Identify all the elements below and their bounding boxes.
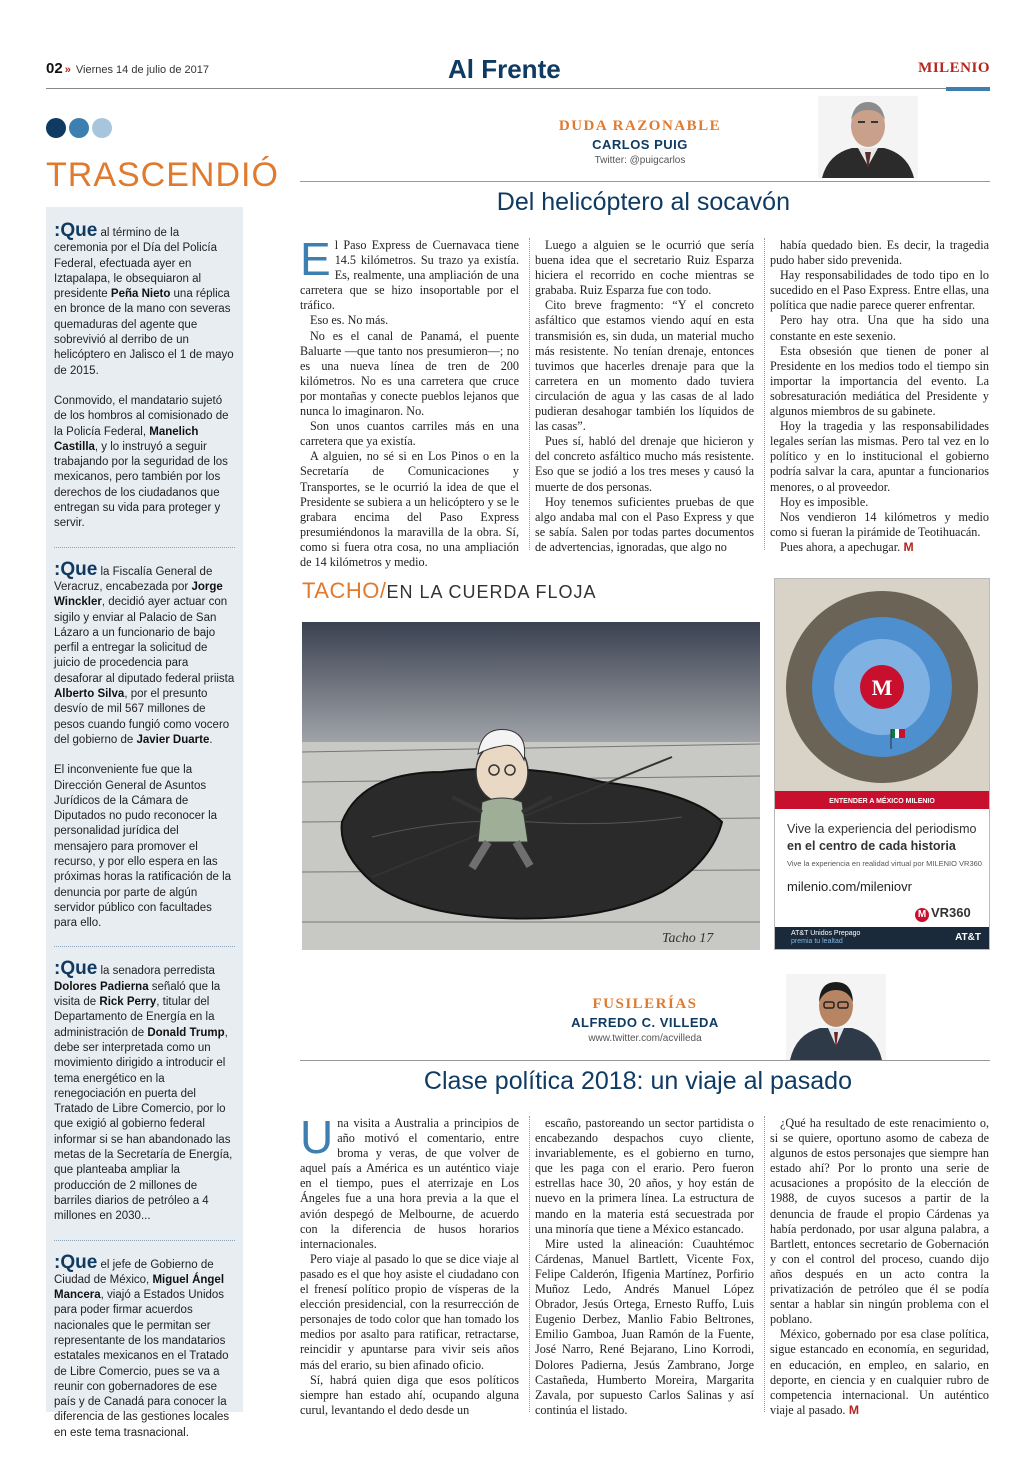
item-divider	[54, 946, 235, 947]
paragraph: Una visita a Australia a principios de año motivó el comentario, entre broma y veras, de que volver de aquel país a América es un auténtico viaje en el tiempo, pues el aterrizaje en Los Ángeles fue a una hora previa a la que el avión despegó de Melbourne, de acuerdo con la diferencia de husos horarios internacionales.	[300, 1116, 519, 1251]
que-label: :Que	[54, 220, 98, 241]
paragraph: ¿Qué ha resultado de este renacimiento o, si se quiere, oportuno asomo de cabeza de algunos de estos personajes que siempre han estado ahí? Por lo pronto una serie de acusaciones a propósito de la elección de 1988, de cuyos sucesos a partir de la denuncia de fraude el propio Cárdenas ya había perdonado, por usar alguna palabra, a Bartlett, entonces secretario de Gobernación y con el control del proceso, cuando dijo años después en un acto contra la privatización de petróleo que él se podía sentar a hablar sin ningún problema con el poblano.	[770, 1116, 989, 1327]
column-text	[770, 1116, 989, 1418]
que-label: :Que	[54, 1251, 98, 1273]
author-photo	[786, 974, 886, 1060]
column-text	[535, 238, 754, 555]
vr360-label: VR360	[931, 905, 971, 920]
column-divider	[529, 238, 530, 550]
page-header	[46, 54, 990, 88]
page-date: Viernes 14 de julio de 2017	[75, 64, 209, 76]
paragraph: Cito breve fragmento: “Y el concreto asfáltico que estamos viendo aquí en esta transmisión es, sin duda, un material mucho más resistente. No tenían drenaje, entonces tuvimos que hacerles drenaje para que la carretera en un momento dado tuviera circulación de agua y las casas de al lado pudieran desahogar también los líquidos de las casas”.	[535, 298, 754, 434]
author-photo	[818, 96, 918, 178]
ad-line1: Vive la experiencia del periodismo	[787, 822, 977, 836]
ad-url[interactable]: milenio.com/mileniovr	[787, 879, 912, 894]
att-banner	[775, 927, 989, 949]
column-twitter: www.twitter.com/acvilleda	[588, 1033, 702, 1044]
column-divider	[764, 238, 765, 550]
paragraph: Esta obsesión que tienen de poner al Presidente en los medios todo el tiempo sin importar la importancia del evento. La sobresaturación mediática del Presidente y algunos miembros de su gabinete.	[770, 343, 989, 419]
cartoon-label: TACHO/	[302, 578, 387, 603]
item-divider	[54, 1240, 235, 1241]
column-section: DUDA RAZONABLE	[558, 118, 722, 134]
trascendio-box	[46, 207, 243, 1439]
page-number: 02	[46, 60, 63, 77]
header-accent-bar	[946, 87, 990, 91]
paragraph: Eso es. No más.	[310, 313, 389, 328]
item-divider	[54, 547, 235, 548]
folio	[46, 60, 209, 77]
paragraph: El Paso Express de Cuernavaca tiene 14.5 kilómetros. Su trazo ya existía. Es, realmente, una ampliación de una carretera que se hizo insoportable por el tráfico.	[300, 238, 519, 313]
ad-small-text: Vive la experiencia en realidad virtual por MILENIO VR360	[787, 859, 982, 868]
paragraph: Hoy es imposible.	[780, 494, 869, 509]
column-header	[555, 996, 735, 1044]
end-mark-icon: M	[900, 539, 914, 554]
column-divider	[764, 1116, 765, 1412]
paragraph: había quedado bien. Es decir, la tragedia pudo haber sido prevenida.	[770, 238, 989, 268]
trascendio-list	[54, 220, 235, 1441]
column-rule	[300, 181, 990, 182]
dot-icon	[46, 118, 66, 138]
column-divider	[529, 1116, 530, 1412]
column-headline: Clase política 2018: un viaje al pasado	[423, 1067, 852, 1095]
trascendio-item: :Que la Fiscalía General de Veracruz, encabezada por Jorge Winckler, decidió ayer actuar con sigilo y enviar al Palacio de San Lázaro a un funcionario de bajo perfil a entregar la solicitud de juicio de procedencia para desaforar al diputado federal priista Alberto Silva, por el presunto desvío de mil 567 millones de pesos cuando fungió como vocero del gobierno de Javier Duarte. El inconveniente fue que la Dirección General de Asuntos Jurídicos de la Cámara de Diputados no pudo reconocer la personalidad jurídica del mensajero para promover el recurso, y por ello espera en las próximas horas la ratificación de la denuncia por parte de algún servidor público con facultades para ello.	[54, 558, 235, 930]
dot-icon	[92, 118, 112, 138]
column-text	[300, 238, 519, 570]
section-dots	[46, 118, 115, 142]
drop-cap: U	[300, 1116, 334, 1163]
att-line2: premia tu lealtad	[791, 938, 843, 945]
dot-icon	[69, 118, 89, 138]
paragraph: Hoy tenemos suficientes pruebas de que algo andaba mal con el Paso Express y que se sabía. Salen por todas partes documentos de advertencias, ignoradas, que algo no	[535, 494, 754, 554]
column-header	[540, 118, 740, 166]
vr360-logo	[915, 905, 971, 922]
milenio-m-icon: M	[871, 675, 893, 700]
paragraph: Luego a alguien se le ocurrió que sería buena idea que el secretario Ruiz Esparza hiciera el recorrido en coche mientras se grababa. Ruiz Esparza fue con todo.	[535, 238, 754, 298]
paragraph: Pero viaje al pasado lo que se dice viaje al pasado es el que hoy asiste el ciudadano con el frenesí político propio de vísperas de la elección presidencial, con la resurrección de personajes de todo color que han tomado los medios por asalto para ratificar, retractarse, reincidir y apuntarse para vivir seis años más del erario, su bien afinado oficio.	[300, 1251, 519, 1372]
ad-line2: en el centro de cada historia	[787, 839, 956, 853]
paragraph: escaño, pastoreando un sector partidista o encabezando despachos cuyo cliente, invariablemente, es el gobierno en turno, que les paga con el erario. Pero fueron estrellas hace 30, 20 años, y hoy están de nuevo en la primera línea. La estructura de mando en la materia está secuestrada por una minoría que tiene a México estancado.	[535, 1116, 754, 1236]
paragraph: No es el canal de Panamá, el puente Baluarte —que tanto nos presumieron—; no es una nueva línea de tren de 200 kilómetros. No es una carretera que cruce por montañas y conecte pueblos lejanos que nunca lo imaginaron. No.	[300, 328, 519, 419]
paragraph: México, gobernado por esa clase política, sigue estancado en economía, en seguridad, en educación, en empleo, en salario, en deporte, en ciencia y en cualquier rubro de competencia internacional. Un auténtico viaje al pasado. M	[770, 1327, 989, 1417]
paragraph: Hoy la tragedia y las responsabilidades legales serían las mismas. Pero tal vez en lo político y en lo institucional el gobierno podría salvar la cara, apuntar a funcionarios menores, o al proveedor.	[770, 419, 989, 494]
paragraph: Pues ahora, a apechugar. M	[780, 539, 914, 554]
ad-headline	[787, 821, 987, 855]
trascendio-title: TRASCENDIÓ	[46, 156, 279, 194]
paragraph: Sí, habrá quien diga que esos políticos siempre han estado ahí, ocupando alguna curul, levantando el dedo desde un	[300, 1372, 519, 1417]
drop-cap: E	[300, 238, 331, 285]
trascendio-item: :Que al término de la ceremonia por el Día del Policía Federal, efectuada ayer en Iztapalapa, le obsequiaron al presidente Peña Nieto una réplica en bronce de la mano con severas quemaduras del agente que sobrevivió al derribo de un helicóptero en Jalisco el 1 de mayo de 2015. Conmovido, el mandatario sujetó de los hombros al comisionado de la Policía Federal, Manelich Castilla, y lo instruyó a seguir trabajando por la seguridad de los mexicanos, pero también por los derechos de los ciudadanos que entregan su vida para proteger y servir.	[54, 220, 234, 530]
column-text	[535, 1116, 754, 1418]
column-section: FUSILERÍAS	[592, 996, 698, 1012]
paragraph: Nos vendieron 14 kilómetros y medio como si fueran la pirámide de Teotihuacán.	[770, 509, 989, 539]
paragraph: A alguien, no sé si en Los Pinos o en la Secretaría de Comunicaciones y Transportes, se le ocurrió la idea de que el Presidente se subiera a un helicóptero y se le grabara encima del Paso Express presumiéndonos la maravilla de la obra. Sí, como si fuera otra cosa, no una ampliación de 14 kilómetros y medio.	[300, 449, 519, 569]
ad-caption: ENTENDER A MÉXICO MILENIO	[829, 798, 935, 805]
att-line1: AT&T Unidos Prepago	[791, 930, 861, 937]
att-logo: AT&T	[955, 932, 981, 943]
trascendio-item: :Que el jefe de Gobierno de Ciudad de México, Miguel Ángel Mancera, viajó a Estados Unidos para poder firmar acuerdos nacionales que le permitan ser representante de los mandatarios estatales mexicanos en el Tratado de Libre Comercio, pues se va a reunir con gobernadores de ese país y de Canadá para conocer la diferencia de las gestiones locales en este tema trasnacional.	[54, 1251, 230, 1439]
column-twitter: Twitter: @puigcarlos	[594, 155, 686, 166]
milenio-m-icon: M	[915, 908, 929, 922]
ad-image	[775, 579, 989, 809]
header-rule	[46, 88, 990, 89]
paragraph: Mire usted la alineación: Cuauhtémoc Cárdenas, Manuel Bartlett, Vicente Fox, Felipe Calderón, Ifigenia Martínez, Porfirio Muñoz Ledo, Andrés Manuel López Obrador, Jesús Ortega, Ernesto Ruffo, Luis Eugenio Derbez, Manlio Fabio Beltrones, Emilio Gamboa, Juan Ramón de la Fuente, José Narro, René Bejarano, Lino Korrodi, Dolores Padierna, Jesús Zambrano, Jorge Castañeda, Humberto Moreira, Margarita Zavala, por supuesto Carlos Salinas y así continúa el listado.	[535, 1236, 754, 1417]
column-body	[300, 1116, 990, 1416]
brand-logo: MILENIO	[918, 60, 990, 76]
column-author: ALFREDO C. VILLEDA	[571, 1015, 719, 1030]
paragraph: Hay responsabilidades de todo tipo en lo sucedido en el Paso Express. Entre ellas, una política que nadie parece querer enfrentar.	[770, 268, 989, 313]
column-body	[300, 238, 990, 569]
cartoon-subtitle: EN LA CUERDA FLOJA	[386, 582, 597, 602]
cartoon-signature: Tacho 17	[662, 931, 714, 946]
que-label: :Que	[54, 558, 98, 580]
column-author: CARLOS PUIG	[592, 137, 688, 152]
section-title: Al Frente	[448, 54, 561, 84]
milenio-vr-ad[interactable]	[774, 578, 990, 950]
paragraph: Son unos cuantos carriles más en una carretera que ya existía.	[300, 419, 519, 449]
editorial-cartoon	[302, 622, 760, 950]
que-label: :Que	[54, 958, 98, 980]
trascendio-item: :Que la senadora perredista Dolores Padierna señaló que la visita de Rick Perry, titular del Departamento de Energía en la administración de Donald Trump, debe ser interpretada como un movimiento dirigido a introducir el tema energético en la renegociación en puerta del Tratado de Libre Comercio, por lo que exigió al gobierno federal informar si se han abandonado las metas de la Secretaría de Energía, que planteaba ampliar la producción de 2 millones de barriles diarios de petróleo a 4 millones en 2030...	[54, 958, 233, 1223]
paragraph: Pues sí, habló del drenaje que hicieron y del concreto asfáltico mucho más resistente. Eso que se jodió a los tres meses y causó la muerte de dos personas.	[535, 434, 754, 494]
column-headline: Del helicóptero al socavón	[496, 188, 790, 216]
column-text	[770, 238, 989, 555]
chevron-right-icon: »	[64, 64, 71, 76]
cartoon-title	[302, 578, 597, 604]
column-rule	[300, 1060, 990, 1061]
column-text	[300, 1116, 519, 1418]
end-mark-icon: M	[845, 1402, 860, 1417]
paragraph: Pero hay otra. Una que ha sido una constante en este sexenio.	[770, 313, 989, 343]
